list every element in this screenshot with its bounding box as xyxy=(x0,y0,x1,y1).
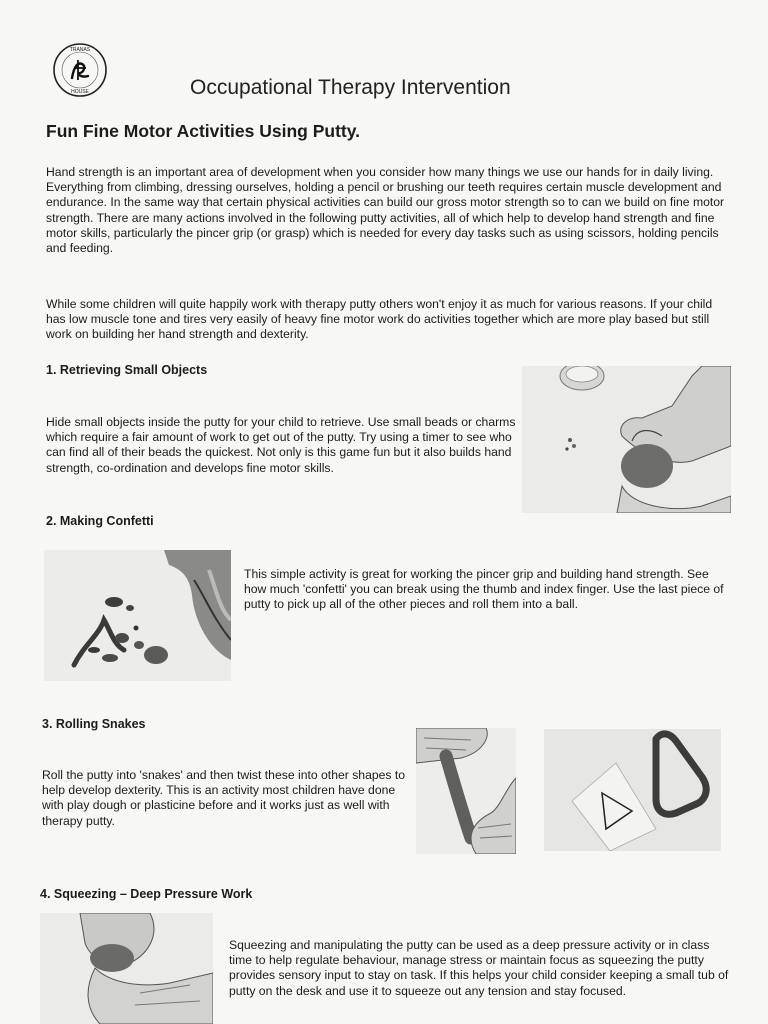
intro-paragraph-2: While some children will quite happily work with therapy putty others won't enjoy it as much for various reasons. If your child has low muscle tone and tires very easily of heavy fine motor work do activities together which are more play based but still work on building her hand strength and dexterity. xyxy=(46,297,713,342)
section-3-text: Roll the putty into 'snakes' and then twist these into other shapes to help develop dexterity. This is an activity most children have done with play dough or plasticine before and it works just as well with therapy putty. xyxy=(42,768,406,828)
logo-top-text: TRANAS xyxy=(69,47,91,53)
section-3-heading: 3. Rolling Snakes xyxy=(42,717,146,731)
document-title: Occupational Therapy Intervention xyxy=(190,76,511,99)
school-logo xyxy=(52,42,108,98)
section-2-text: This simple activity is great for working the pincer grip and building hand strength. See how much 'confetti' you can break using the thumb and index finger. Use the last piece of putty to pick up all of the other pieces and roll them into a ball. xyxy=(244,567,724,612)
photo-squeezing-putty xyxy=(40,913,213,1024)
section-1-heading: 1. Retrieving Small Objects xyxy=(46,363,208,377)
photo-making-confetti xyxy=(44,550,231,681)
section-1-text: Hide small objects inside the putty for your child to retrieve. Use small beads or charms which require a fair amount of work to get out of the putty. Try using a timer to see who can find all of their beads the quickest. Not only is this game fun but it also builds hand strength, co-ordination and develops fine motor skills. xyxy=(46,415,516,475)
page-subtitle: Fun Fine Motor Activities Using Putty. xyxy=(46,121,361,141)
section-2-heading: 2. Making Confetti xyxy=(46,514,154,528)
photo-retrieving-objects xyxy=(522,366,731,513)
section-4-heading: 4. Squeezing – Deep Pressure Work xyxy=(40,887,253,901)
intro-paragraph-1: Hand strength is an important area of development when you consider how many things we use our hands for in daily living. Everything from climbing, dressing ourselves, holding a pencil or brushing our teeth requires certain muscle development and endurance. In the same way that certain physical activities can build our gross motor strength so to can we build on fine motor strength. There are many actions involved in the following putty activities, all of which help to develop hand strength and fine motor skills, particularly the pincer grip (or grasp) which is needed for every day tasks such as using scissors, holding pencils and feeding. xyxy=(46,165,725,256)
section-4-text: Squeezing and manipulating the putty can be used as a deep pressure activity or in class time to help regulate behaviour, manage stress or maintain focus as squeezing the putty provides sensory input to stay on task. If this helps your child consider keeping a small tub of putty on the desk and use it to squeeze out any tension and stay focused. xyxy=(229,938,729,998)
photo-rolling-snake xyxy=(416,728,516,854)
photo-snake-triangle xyxy=(544,729,721,851)
logo-bottom-text: HOUSE xyxy=(71,89,89,95)
school-crest-icon xyxy=(52,42,108,98)
